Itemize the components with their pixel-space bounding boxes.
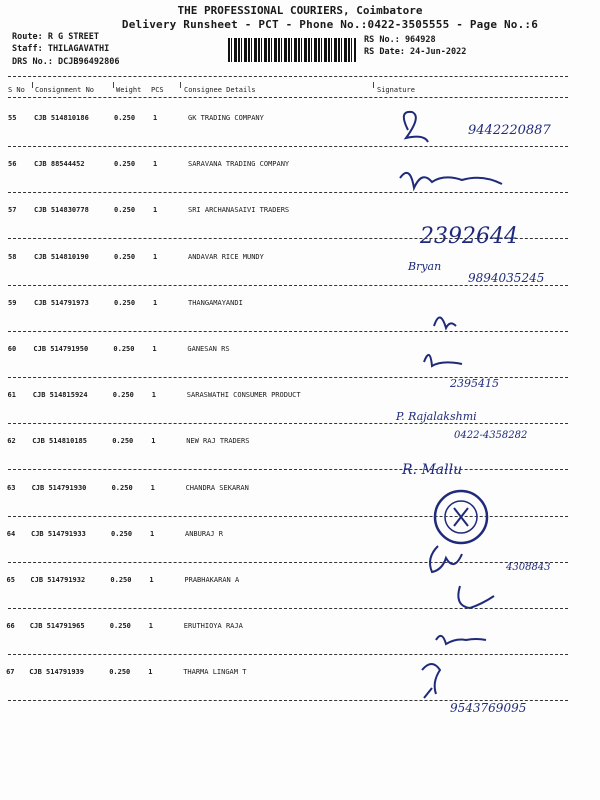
row-pcs: 1 [149, 576, 154, 584]
row-consignment-no: CJB 514810186 [34, 114, 89, 122]
row-weight: 0.250 [109, 668, 131, 677]
col-signature: Signature [377, 86, 415, 94]
col-consignment: Consignment No [35, 86, 95, 94]
row-pcs: 1 [151, 437, 156, 446]
row-pcs: 1 [148, 622, 154, 631]
row-pcs: 1 [153, 114, 158, 122]
row-pcs: 1 [152, 345, 157, 353]
route-label: Route: R G STREET [12, 32, 99, 42]
row-consignment-no: CJB 514791930 [31, 483, 87, 492]
runsheet-title: Delivery Runsheet - PCT - Phone No.:0422-3505555 - Page No.:6 [121, 18, 539, 31]
row-consignment-no: CJB 514830778 [34, 206, 89, 215]
row-consignee: GANESAN RS [187, 345, 230, 353]
row-consignee: PRABHAKARAN A [184, 576, 240, 584]
row-consignee: GK TRADING COMPANY [188, 114, 264, 122]
row-weight: 0.250 [114, 252, 136, 261]
row-separator [8, 146, 568, 147]
row-weight: 0.250 [114, 206, 136, 215]
row-sno: 57 [8, 206, 17, 215]
row-consignee: NEW RAJ TRADERS [186, 437, 250, 446]
row-consignment-no: CJB 514791932 [30, 576, 86, 584]
col-divider [373, 82, 374, 88]
rs-number: RS No.: 964928 [364, 35, 436, 45]
col-pcs: PCS [151, 86, 164, 94]
row-weight: 0.250 [114, 160, 136, 169]
row-weight: 0.250 [109, 622, 131, 631]
row-consignment-no: CJB 88544452 [34, 160, 85, 169]
row-sno: 58 [8, 252, 17, 261]
row-pcs: 1 [153, 206, 158, 215]
col-consignee: Consignee Details [184, 86, 256, 94]
row-separator [8, 423, 568, 424]
signature-mark [434, 317, 456, 328]
row-weight: 0.250 [112, 391, 134, 400]
phone-note: 9894035245 [468, 271, 545, 285]
row-pcs: 1 [150, 529, 155, 538]
row-separator [8, 608, 568, 609]
row-consignment-no: CJB 514791965 [29, 622, 85, 631]
row-weight: 0.250 [111, 529, 133, 538]
row-separator [8, 562, 568, 563]
row-weight: 0.250 [113, 345, 135, 353]
row-pcs: 1 [151, 391, 157, 400]
row-consignment-no: CJB 514791939 [29, 668, 84, 677]
row-separator [8, 700, 568, 701]
phone-note: 9442220887 [468, 123, 551, 138]
row-pcs: 1 [153, 252, 158, 261]
row-consignee: CHANDRA SEKARAN [185, 483, 249, 492]
row-consignment-no: CJB 514791973 [34, 298, 89, 307]
row-weight: 0.250 [114, 298, 136, 307]
signature-column-handwriting [380, 100, 590, 730]
signature-mark [458, 586, 494, 608]
row-sno: 64 [6, 529, 16, 538]
signature-mark [422, 664, 440, 698]
row-sno: 61 [7, 391, 16, 400]
row-consignee: ANBURAJ R [185, 529, 223, 538]
row-consignee: ERUTHIOYA RAJA [183, 622, 243, 631]
row-consignment-no: CJB 514791950 [33, 345, 89, 353]
row-sno: 63 [7, 483, 16, 492]
row-separator [8, 469, 568, 470]
row-separator [8, 331, 568, 332]
row-pcs: 1 [153, 298, 158, 307]
row-consignment-no: CJB 514815924 [32, 391, 88, 400]
signature-mark [404, 112, 428, 142]
company-stamp [432, 488, 490, 546]
row-weight: 0.250 [111, 483, 133, 492]
phone-note: 4308843 [506, 562, 551, 573]
col-weight: Weight [116, 86, 142, 94]
phone-note: 9543769095 [450, 701, 527, 715]
col-divider [180, 82, 181, 88]
signature-mark [430, 546, 462, 572]
row-consignee: ANDAVAR RICE MUNDY [188, 252, 264, 261]
row-weight: 0.250 [112, 437, 134, 446]
name-note: R. Mallu [402, 462, 463, 478]
row-sno: 66 [6, 622, 15, 631]
signature-mark [424, 355, 462, 366]
header-bottom-rule [8, 97, 568, 98]
col-divider [113, 82, 114, 88]
row-consignee: THARMA LINGAM T [183, 668, 247, 677]
phone-note: 2395415 [450, 377, 499, 390]
company-title: THE PROFESSIONAL COURIERS, Coimbatore [177, 4, 423, 17]
phone-note: 2392644 [420, 224, 518, 249]
row-weight: 0.250 [110, 576, 132, 584]
row-sno: 65 [6, 576, 15, 584]
name-note: P. Rajalakshmi [396, 410, 477, 423]
row-consignment-no: CJB 514810185 [32, 437, 87, 446]
staff-label: Staff: THILAGAVATHI [12, 44, 110, 54]
row-consignee: THANGAMAYANDI [188, 298, 243, 307]
header-top-rule [8, 76, 568, 77]
row-sno: 60 [7, 345, 17, 353]
row-consignee: SARASWATHI CONSUMER PRODUCT [186, 391, 301, 400]
name-note: Bryan [408, 260, 442, 273]
signature-mark [436, 636, 486, 644]
row-sno: 67 [6, 668, 15, 677]
col-sno: S No [8, 86, 25, 94]
row-consignment-no: CJB 514791933 [31, 529, 86, 538]
row-separator [8, 238, 568, 239]
col-divider [32, 82, 33, 88]
barcode [228, 38, 356, 62]
row-consignment-no: CJB 514810190 [34, 252, 89, 261]
row-separator [8, 285, 568, 286]
row-pcs: 1 [150, 483, 155, 492]
row-separator [8, 377, 568, 378]
row-pcs: 1 [153, 160, 158, 169]
row-weight: 0.250 [114, 114, 136, 122]
row-sno: 62 [7, 437, 16, 446]
row-separator [8, 654, 568, 655]
row-separator [8, 192, 568, 193]
row-consignee: SARAVANA TRADING COMPANY [188, 160, 290, 169]
row-consignee: SRI ARCHANASAIVI TRADERS [188, 206, 290, 215]
row-pcs: 1 [148, 668, 153, 677]
signature-mark [400, 173, 502, 188]
row-sno: 55 [8, 114, 17, 122]
drs-number: DRS No.: DCJB96492806 [12, 57, 120, 67]
row-sno: 59 [8, 298, 17, 307]
row-sno: 56 [8, 160, 17, 169]
rs-date: RS Date: 24-Jun-2022 [364, 47, 467, 57]
phone-note: 0422-4358282 [454, 430, 528, 441]
